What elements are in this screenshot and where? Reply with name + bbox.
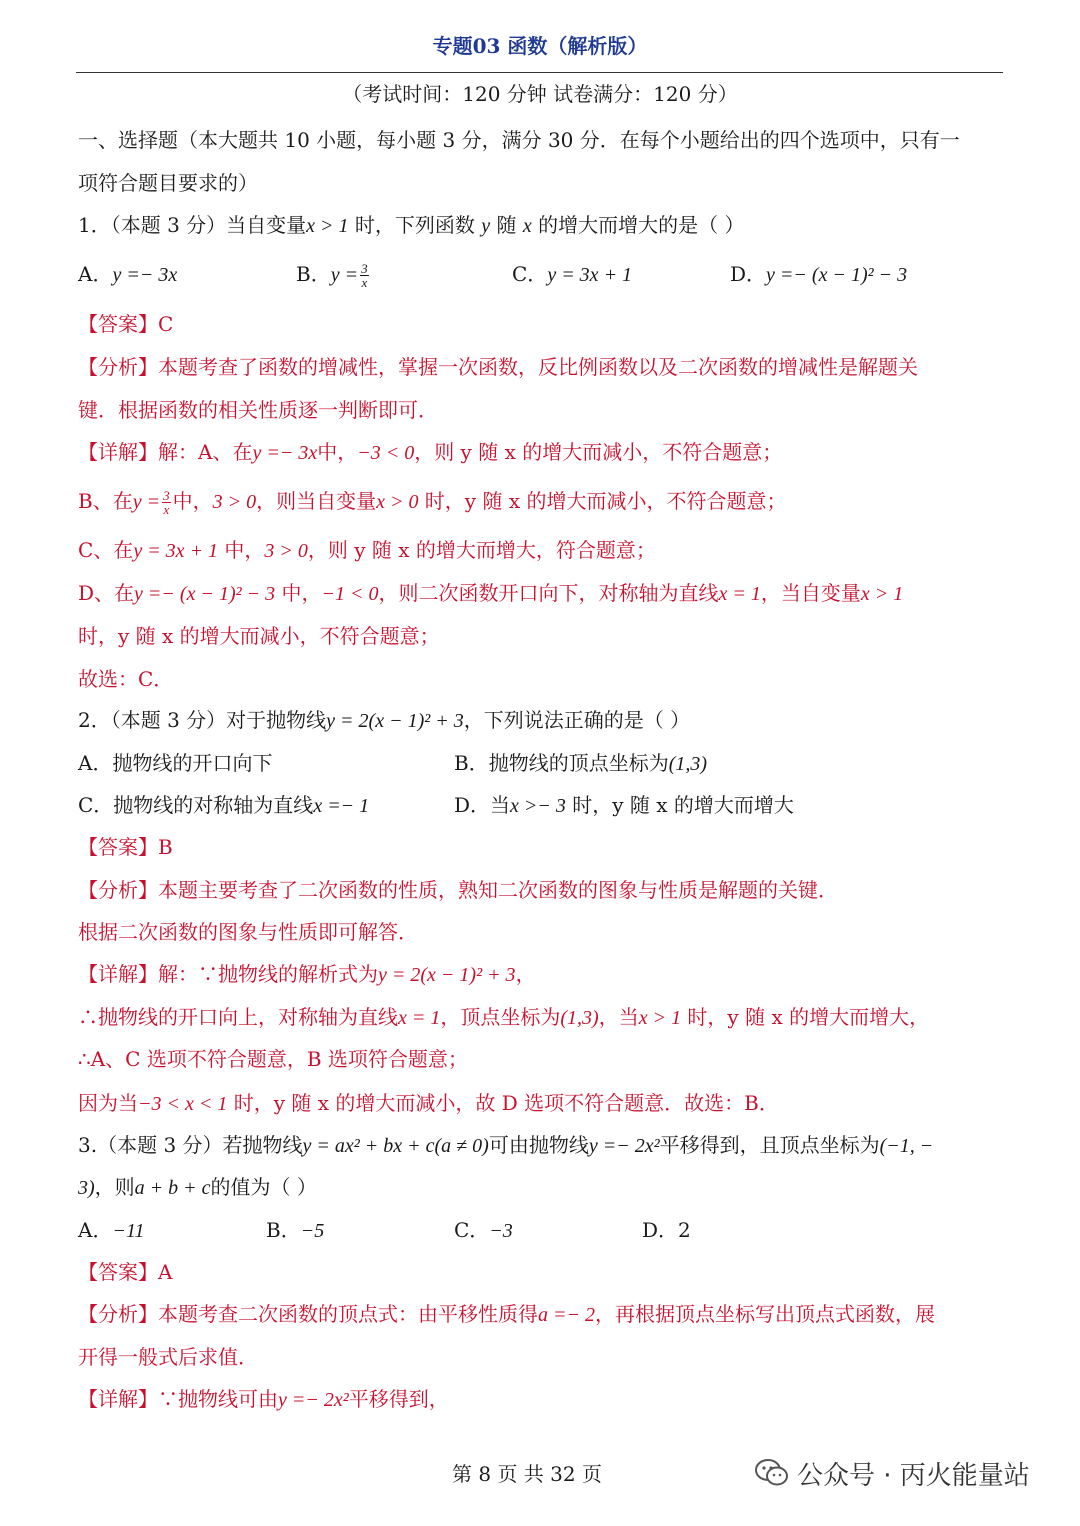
q3-stem-math: a + b + c — [134, 1177, 211, 1199]
q1-stem-text: 时，下列函数 — [348, 213, 482, 237]
q3-detail-1 — [78, 1385, 449, 1414]
detail-math: −1 < 0 — [321, 583, 379, 605]
detail-text: 时，y 随 x 的增大而减小，不符合题意； — [418, 489, 787, 513]
q3-stem — [78, 1131, 933, 1160]
q3-stem-text: 平移得到，且顶点坐标为 — [659, 1133, 880, 1157]
detail-text: 时，y 随 x 的增大而增大， — [681, 1005, 930, 1029]
detail-math: y = 2(x − 1)² + 3 — [378, 964, 516, 986]
q1-option-c — [512, 260, 632, 289]
detail-text: ，顶点坐标为 — [440, 1005, 561, 1029]
option-math: −5 — [300, 1220, 325, 1242]
detail-math: x = 1 — [398, 1007, 441, 1029]
option-text: D．当 — [454, 793, 511, 817]
detail-text: 【详解】∵抛物线可由 — [78, 1387, 278, 1411]
q1-stem-math: x — [522, 215, 532, 237]
q1-choose: 故选：C． — [78, 667, 174, 691]
q2-stem-text: ，下列说法正确的是（ ） — [463, 708, 691, 732]
q3-stem-text: 的值为（ ） — [210, 1175, 317, 1199]
detail-text: 中， — [172, 489, 213, 513]
q1-option-b — [296, 260, 371, 289]
detail-math: y = — [132, 491, 161, 513]
header-rule — [76, 72, 1003, 73]
q1-detail-b — [78, 487, 786, 516]
detail-math: 3 > 0 — [264, 540, 308, 562]
detail-math: −3 < x < 1 — [138, 1093, 228, 1115]
detail-math: x > 1 — [638, 1007, 682, 1029]
q3-stem-text: 可由抛物线 — [488, 1133, 589, 1157]
detail-text: ，则 y 随 x 的增大而增大，符合题意； — [307, 538, 656, 562]
q1-stem-text: 1．（本题 3 分）当自变量 — [78, 213, 307, 237]
q2-detail-2 — [78, 1003, 929, 1032]
q2-answer: 【答案】B — [78, 835, 173, 859]
option-label: A． — [78, 262, 113, 286]
detail-text: ∴抛物线的开口向上，对称轴为直线 — [78, 1005, 398, 1029]
option-text: B．抛物线的顶点坐标为 — [454, 751, 669, 775]
option-math: y =− 3x — [112, 264, 178, 286]
option-value: 2 — [678, 1218, 691, 1242]
option-math: y = — [330, 264, 359, 286]
watermark — [755, 1455, 1030, 1494]
q3-stem-math: 3) — [78, 1177, 95, 1199]
q1-option-a — [78, 260, 177, 289]
q2-analysis-line1: 【分析】本题主要考查了二次函数的性质，熟知二次函数的图象与性质是解题的关键． — [78, 878, 838, 902]
fraction-denominator: x — [361, 275, 368, 290]
detail-text: 平移得到， — [348, 1387, 449, 1411]
q3-analysis-line2: 开得一般式后求值． — [78, 1345, 258, 1369]
detail-text: ，当 — [598, 1005, 639, 1029]
q2-option-a: A．抛物线的开口向下 — [78, 751, 273, 775]
q3-option-c — [454, 1216, 513, 1245]
q2-stem-text: 2．（本题 3 分）对于抛物线 — [78, 708, 327, 732]
watermark-text: 公众号 · 丙火能量站 — [797, 1461, 1030, 1491]
q3-answer: 【答案】A — [78, 1260, 173, 1284]
page-number: 第 8 页 共 32 页 — [452, 1462, 602, 1486]
detail-math: y =− 3x — [252, 442, 318, 464]
detail-math: x = 1 — [718, 583, 761, 605]
detail-text: 【详解】解：∵抛物线的解析式为 — [78, 962, 378, 986]
q2-stem — [78, 706, 690, 735]
analysis-text: 【分析】本题考查二次函数的顶点式：由平移性质得 — [78, 1302, 538, 1326]
option-text: 时，y 随 x 的增大而增大 — [565, 793, 794, 817]
q2-option-b — [454, 749, 707, 778]
q1-answer: 【答案】C — [78, 312, 174, 336]
option-label: A． — [78, 1218, 113, 1242]
q3-option-a — [78, 1216, 144, 1245]
option-math: y = 3x + 1 — [547, 264, 633, 286]
detail-text: D、在 — [78, 581, 135, 605]
q3-stem-math: (−1, − — [879, 1135, 934, 1157]
q1-analysis-line2: 键．根据函数的相关性质逐一判断即可． — [78, 398, 438, 422]
q1-stem-text: 的增大而增大的是（ ） — [531, 213, 745, 237]
q1-detail-c — [78, 536, 656, 565]
q1-analysis-line1: 【分析】本题考查了函数的增减性，掌握一次函数，反比例函数以及二次函数的增减性是解题关 — [78, 355, 918, 379]
detail-math: y =− (x − 1)² − 3 — [134, 583, 276, 605]
fraction-numerator: 3 — [361, 261, 368, 276]
detail-math: x > 1 — [860, 583, 904, 605]
q3-option-d — [642, 1216, 691, 1244]
q1-detail-d — [78, 579, 903, 608]
q3-stem-math: y =− 2x² — [588, 1135, 660, 1157]
option-label: D． — [730, 262, 767, 286]
q1-option-b-fraction — [360, 262, 369, 289]
option-label: C． — [512, 262, 548, 286]
detail-math: y = 3x + 1 — [133, 540, 219, 562]
detail-math: (1,3) — [560, 1007, 599, 1029]
fraction-denominator: x — [163, 502, 170, 517]
detail-text: ， — [515, 962, 536, 986]
q2-analysis-line2: 根据二次函数的图象与性质即可解答． — [78, 920, 418, 944]
q3-option-b — [266, 1216, 324, 1245]
q2-option-d — [454, 791, 794, 820]
detail-text: C、在 — [78, 538, 134, 562]
detail-text: 因为当 — [78, 1091, 138, 1115]
page-title: 专题03 函数（解析版） — [432, 34, 648, 58]
option-math: x >− 3 — [510, 795, 566, 817]
section-heading-line2: 项符合题目要求的） — [78, 171, 258, 195]
q1-detail-a — [78, 438, 782, 467]
q3-stem-text: ，则 — [94, 1175, 135, 1199]
q1-stem-text: 随 — [490, 213, 523, 237]
detail-text: ，当自变量 — [760, 581, 861, 605]
detail-text: 中， — [275, 581, 322, 605]
option-math: x =− 1 — [313, 795, 370, 817]
detail-text: 中， — [317, 440, 358, 464]
exam-info: （考试时间：120 分钟 试卷满分：120 分） — [342, 82, 738, 106]
q1-detail-d-cont: 时，y 随 x 的增大而减小，不符合题意； — [78, 624, 440, 648]
detail-math: x > 0 — [376, 491, 419, 513]
option-math: −3 — [489, 1220, 513, 1242]
q3-stem-math: y = ax² + bx + c(a ≠ 0) — [302, 1135, 489, 1157]
option-math: −11 — [112, 1220, 145, 1242]
option-math: y =− (x − 1)² − 3 — [766, 264, 908, 286]
detail-math: −3 < 0 — [357, 442, 415, 464]
option-label: B． — [266, 1218, 301, 1242]
q2-detail-1 — [78, 960, 536, 989]
detail-text: ，则 y 随 x 的增大而减小，不符合题意； — [414, 440, 783, 464]
detail-text: 时，y 随 x 的增大而减小，故 D 选项不符合题意．故选：B． — [227, 1091, 779, 1115]
q3-stem-cont — [78, 1173, 317, 1202]
q2-option-c — [78, 791, 369, 820]
option-label: B． — [296, 262, 331, 286]
detail-text: 中， — [218, 538, 265, 562]
detail-text: 【详解】解：A、在 — [78, 440, 253, 464]
detail-text: ，则当自变量 — [256, 489, 377, 513]
q1-option-d — [730, 260, 907, 289]
detail-math: y =− 2x² — [278, 1389, 349, 1411]
wechat-icon — [755, 1459, 789, 1494]
q1-stem-math: x > 1 — [306, 215, 349, 237]
option-label: C． — [454, 1218, 490, 1242]
detail-math: 3 > 0 — [212, 491, 257, 513]
option-label: D． — [642, 1218, 679, 1242]
q2-stem-math: y = 2(x − 1)² + 3 — [326, 710, 464, 732]
q2-detail-3: ∴A、C 选项不符合题意，B 选项符合题意； — [78, 1047, 468, 1071]
q3-stem-text: 3.（本题 3 分）若抛物线 — [78, 1133, 303, 1157]
analysis-math: a =− 2 — [538, 1304, 595, 1326]
q1-stem-math: y — [481, 215, 491, 237]
detail-text: ，则二次函数开口向下，对称轴为直线 — [378, 581, 719, 605]
option-text: C．抛物线的对称轴为直线 — [78, 793, 314, 817]
q3-analysis-line1 — [78, 1300, 935, 1329]
analysis-text: ，再根据顶点坐标写出顶点式函数，展 — [595, 1302, 935, 1326]
section-heading-line1: 一、选择题（本大题共 10 小题，每小题 3 分，满分 30 分．在每个小题给出的四个选项中，只有一 — [78, 128, 960, 152]
option-math: (1,3) — [668, 753, 708, 775]
detail-text: B、在 — [78, 489, 133, 513]
q2-detail-4 — [78, 1089, 779, 1118]
q1-detail-b-fraction — [162, 489, 171, 516]
fraction-numerator: 3 — [163, 488, 170, 503]
q1-stem — [78, 211, 744, 240]
